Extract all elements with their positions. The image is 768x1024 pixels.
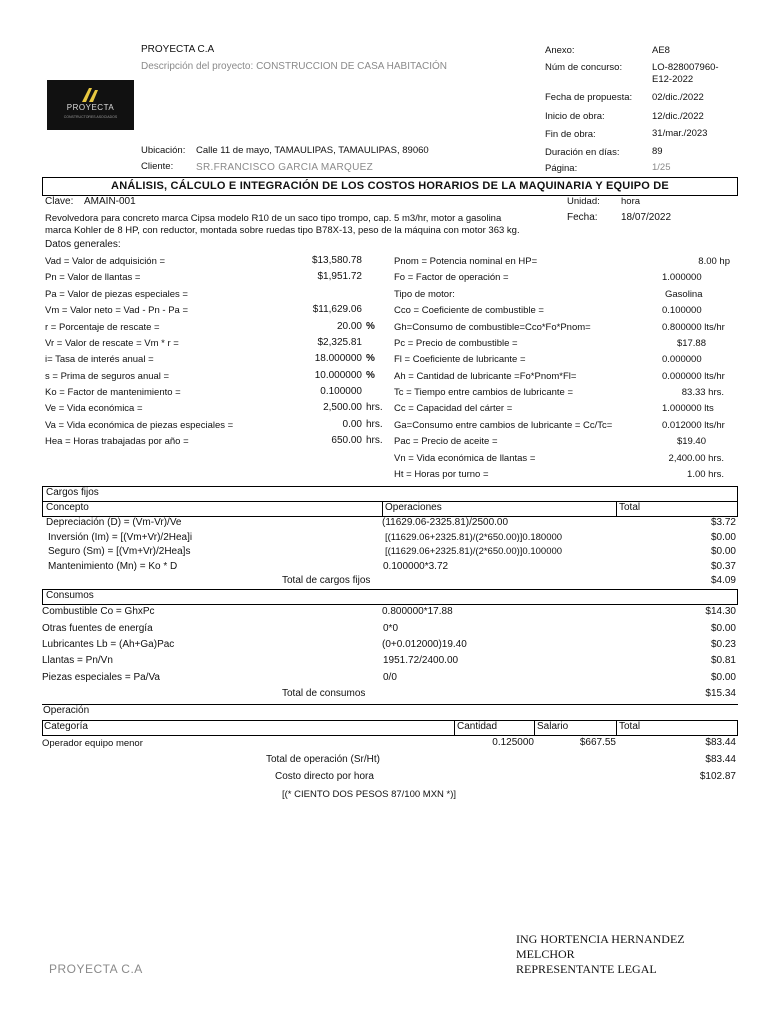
general-left-unit: % [366, 353, 375, 364]
consumption-row-total: $14.30 [705, 606, 736, 617]
general-right-value: 1.00 hrs. [687, 469, 724, 480]
column-divider [616, 720, 617, 736]
signature-title: REPRESENTANTE LEGAL [516, 962, 657, 976]
general-right-label: Pac = Precio de aceite = [394, 436, 498, 447]
client-label: Cliente: [141, 161, 174, 172]
document-title: ANÁLISIS, CÁLCULO E INTEGRACIÓN DE LOS COSTOS HORARIOS DE LA MAQUINARIA Y EQUIPO DE [42, 177, 738, 196]
consumption-header [42, 589, 738, 605]
fixed-row-ops: (11629.06-2325.81)/2500.00 [382, 517, 509, 528]
col-category-header: Categoría [44, 721, 88, 732]
machine-description-2: marca Kohler de 8 HP, con reductor, montada sobre ruedas tipo B78X-13, peso de la máquina con motor 363 kg. [45, 225, 520, 236]
general-left-value: 2,500.00 [323, 402, 362, 413]
consumption-row-ops: 0/0 [383, 672, 397, 683]
operation-row-category: Operador equipo menor [42, 738, 143, 749]
meta-value-inicio: 12/dic./2022 [652, 111, 704, 122]
general-right-label: Cc = Capacidad del cárter = [394, 403, 513, 414]
general-left-label: Vr = Valor de rescate = Vm * r = [45, 338, 179, 349]
column-divider [616, 501, 617, 517]
meta-value-concurso: LO-828007960- [652, 62, 719, 73]
general-right-label: Ht = Horas por turno = [394, 469, 489, 480]
fixed-total-value: $4.09 [710, 575, 736, 586]
operation-row-qty: 0.125000 [492, 737, 534, 748]
unidad-label: Unidad: [567, 196, 600, 207]
meta-value-duracion: 89 [652, 146, 663, 157]
clave-value: AMAIN-001 [84, 196, 136, 207]
col-salary-header: Salario [537, 721, 569, 732]
general-right-value: 8.00 hp [698, 256, 730, 267]
fixed-row-concept: Seguro (Sm) = [(Vm+Vr)/2Hea]s [48, 546, 191, 557]
column-divider [382, 501, 383, 517]
general-right-value: 0.800000 lts/hr [662, 322, 725, 333]
general-right-label: Fo = Factor de operación = [394, 272, 509, 283]
logo-subtext: CONSTRUCTORES ASOCIADOS [63, 115, 118, 119]
general-right-value: 1.000000 [662, 272, 702, 283]
consumption-row-total: $0.00 [710, 623, 736, 634]
general-right-label: Ga=Consumo entre cambios de lubricante = Cc/Tc= [394, 420, 613, 431]
consumption-title: Consumos [46, 590, 94, 601]
meta-label-duracion: Duración en días: [545, 147, 620, 158]
footer-company: PROYECTA C.A [49, 962, 143, 976]
fixed-row-total: $0.00 [710, 532, 736, 543]
general-right-label: Tipo de motor: [394, 289, 455, 300]
location-value: Calle 11 de mayo, TAMAULIPAS, TAMAULIPAS, 89060 [196, 145, 429, 156]
section-divider [42, 704, 738, 705]
operation-row-total: $83.44 [705, 737, 736, 748]
signature-name-line1: ING HORTENCIA HERNANDEZ [516, 932, 685, 946]
consumption-row-concept: Lubricantes Lb = (Ah+Ga)Pac [42, 639, 175, 650]
general-left-label: s = Prima de seguros anual = [45, 371, 170, 382]
operation-row-salary: $667.55 [579, 737, 616, 748]
clave-label: Clave: [45, 196, 74, 207]
general-left-label: Ko = Factor de mantenimiento = [45, 387, 181, 398]
meta-label-concurso: Núm de concurso: [545, 62, 623, 73]
fixed-row-ops: [(11629.06+2325.81)/(2*650.00)]0.100000 [385, 546, 563, 557]
fixed-row-ops: [(11629.06+2325.81)/(2*650.00)]0.180000 [385, 532, 563, 543]
general-right-value: 1.000000 lts [662, 403, 714, 414]
general-right-value: 0.000000 [662, 354, 702, 365]
general-right-label: Fl = Coeficiente de lubricante = [394, 354, 526, 365]
meta-label-pagina: Página: [545, 163, 578, 174]
col-total-header: Total [619, 502, 641, 513]
signature-block [516, 932, 685, 977]
direct-cost-label: Costo directo por hora [275, 771, 374, 782]
general-right-label: Pc = Precio de combustible = [394, 338, 518, 349]
location-label: Ubicación: [141, 145, 186, 156]
general-right-value: 0.100000 [662, 305, 702, 316]
general-left-label: Pa = Valor de piezas especiales = [45, 289, 188, 300]
general-right-label: Gh=Consumo de combustible=Cco*Fo*Pnom= [394, 322, 591, 333]
machine-description-1: Revolvedora para concreto marca Cipsa modelo R10 de un saco tipo trompo, cap. 5 m3/hr, motor a gasolina [45, 213, 502, 224]
direct-cost-value: $102.87 [699, 771, 736, 782]
meta-label-inicio: Inicio de obra: [545, 111, 605, 122]
col-qty-header: Cantidad [457, 721, 498, 732]
meta-value-fin: 31/mar./2023 [652, 128, 708, 139]
fixed-row-concept: Mantenimiento (Mn) = Ko * D [48, 561, 178, 572]
datos-generales-label: Datos generales: [45, 239, 121, 250]
col-concept-header: Concepto [46, 502, 89, 513]
general-right-label: Pnom = Potencia nominal en HP= [394, 256, 538, 267]
general-left-unit: % [366, 321, 375, 332]
general-right-value: $19.40 [676, 436, 706, 447]
general-right-value: Gasolina [665, 289, 703, 300]
meta-label-propuesta: Fecha de propuesta: [545, 92, 633, 103]
consumption-row-ops: (0+0.012000)19.40 [382, 639, 467, 650]
meta-value-anexo: AE8 [652, 45, 670, 56]
fixed-charges-header [42, 486, 738, 502]
project-description-label: Descripción del proyecto: [141, 61, 254, 72]
general-right-value: 0.000000 lts/hr [662, 371, 725, 382]
consumption-total-value: $15.34 [705, 688, 736, 699]
fixed-row-total: $0.37 [710, 561, 736, 572]
general-right-label: Vn = Vida económica de llantas = [394, 453, 536, 464]
general-right-label: Cco = Coeficiente de combustible = [394, 305, 544, 316]
general-left-value: 20.00 [336, 321, 362, 332]
consumption-row-concept: Piezas especiales = Pa/Va [42, 672, 160, 683]
consumption-row-ops: 0.800000*17.88 [382, 606, 453, 617]
general-left-label: Va = Vida económica de piezas especiales = [45, 420, 234, 431]
general-right-value: 83.33 hrs. [681, 387, 724, 398]
fixed-row-ops: 0.100000*3.72 [383, 561, 449, 572]
general-left-value: 650.00 [331, 435, 362, 446]
fixed-row-total: $0.00 [710, 546, 736, 557]
client-value: SR.FRANCISCO GARCIA MARQUEZ [196, 162, 374, 173]
operation-total-value: $83.44 [705, 754, 736, 765]
consumption-row-total: $0.81 [710, 655, 736, 666]
fixed-row-concept: Inversión (Im) = [(Vm+Vr)/2Hea]i [48, 532, 193, 543]
company-logo [47, 80, 134, 130]
general-left-unit: hrs. [366, 419, 383, 430]
consumption-row-ops: 0*0 [383, 623, 399, 634]
general-left-value: $2,325.81 [317, 337, 362, 348]
logo-mark-icon [80, 86, 102, 102]
fixed-row-concept: Depreciación (D) = (Vm-Vr)/Ve [46, 517, 182, 528]
column-divider [454, 720, 455, 736]
general-left-value: $13,580.78 [311, 255, 362, 266]
general-left-value: $11,629.06 [312, 304, 362, 315]
meta-value-propuesta: 02/dic./2022 [652, 92, 704, 103]
general-left-unit: hrs. [366, 435, 383, 446]
meta-label-fin: Fin de obra: [545, 129, 596, 140]
operation-title: Operación [43, 705, 90, 716]
consumption-row-total: $0.00 [710, 672, 736, 683]
col-total-header: Total [619, 721, 641, 732]
general-left-value: 18.000000 [314, 353, 362, 364]
fixed-row-total: $3.72 [710, 517, 736, 528]
general-right-label: Tc = Tiempo entre cambios de lubricante = [394, 387, 574, 398]
consumption-row-concept: Llantas = Pn/Vn [42, 655, 113, 666]
operation-total-label: Total de operación (Sr/Ht) [266, 754, 380, 765]
project-description [141, 61, 447, 72]
meta-label-anexo: Anexo: [545, 45, 575, 56]
general-left-label: r = Porcentaje de rescate = [45, 322, 160, 333]
general-left-label: Hea = Horas trabajadas por año = [45, 436, 189, 447]
meta-value-pagina: 1/25 [652, 162, 671, 173]
consumption-row-concept: Combustible Co = GhxPc [42, 606, 155, 617]
consumption-row-concept: Otras fuentes de energía [42, 623, 153, 634]
general-left-value: 0.100000 [320, 386, 362, 397]
general-left-unit: % [366, 370, 375, 381]
consumption-total-label: Total de consumos [282, 688, 366, 699]
fecha-label: Fecha: [567, 212, 598, 223]
general-left-value: 10.000000 [314, 370, 362, 381]
consumption-row-total: $0.23 [710, 639, 736, 650]
general-right-label: Ah = Cantidad de lubricante =Fo*Pnom*Fl= [394, 371, 577, 382]
general-left-label: Vad = Valor de adquisición = [45, 256, 166, 267]
general-right-value: 2,400.00 hrs. [668, 453, 724, 464]
general-right-value: $17.88 [676, 338, 706, 349]
column-divider [534, 720, 535, 736]
general-left-label: Vm = Valor neto = Vad - Pn - Pa = [45, 305, 189, 316]
general-left-label: i= Tasa de interés anual = [45, 354, 154, 365]
consumption-row-ops: 1951.72/2400.00 [383, 655, 459, 666]
general-left-value: $1,951.72 [317, 271, 362, 282]
fixed-charges-title: Cargos fijos [46, 487, 99, 498]
general-left-value: 0.00 [342, 419, 362, 430]
fixed-total-label: Total de cargos fijos [282, 575, 371, 586]
signature-name-line2: MELCHOR [516, 947, 575, 961]
general-left-unit: hrs. [366, 402, 383, 413]
general-right-value: 0.012000 lts/hr [662, 420, 725, 431]
amount-in-words: [(* CIENTO DOS PESOS 87/100 MXN *)] [282, 789, 457, 800]
col-ops-header: Operaciones [385, 502, 442, 513]
general-left-label: Ve = Vida económica = [45, 403, 143, 414]
logo-text: PROYECTA [66, 103, 115, 112]
project-description-value: CONSTRUCCION DE CASA HABITACIÓN [256, 61, 448, 72]
general-left-label: Pn = Valor de llantas = [45, 272, 141, 283]
company-name: PROYECTA C.A [141, 44, 215, 55]
fecha-value: 18/07/2022 [621, 212, 672, 223]
meta-value-concurso-2: E12-2022 [652, 74, 694, 85]
unidad-value: hora [621, 196, 641, 207]
